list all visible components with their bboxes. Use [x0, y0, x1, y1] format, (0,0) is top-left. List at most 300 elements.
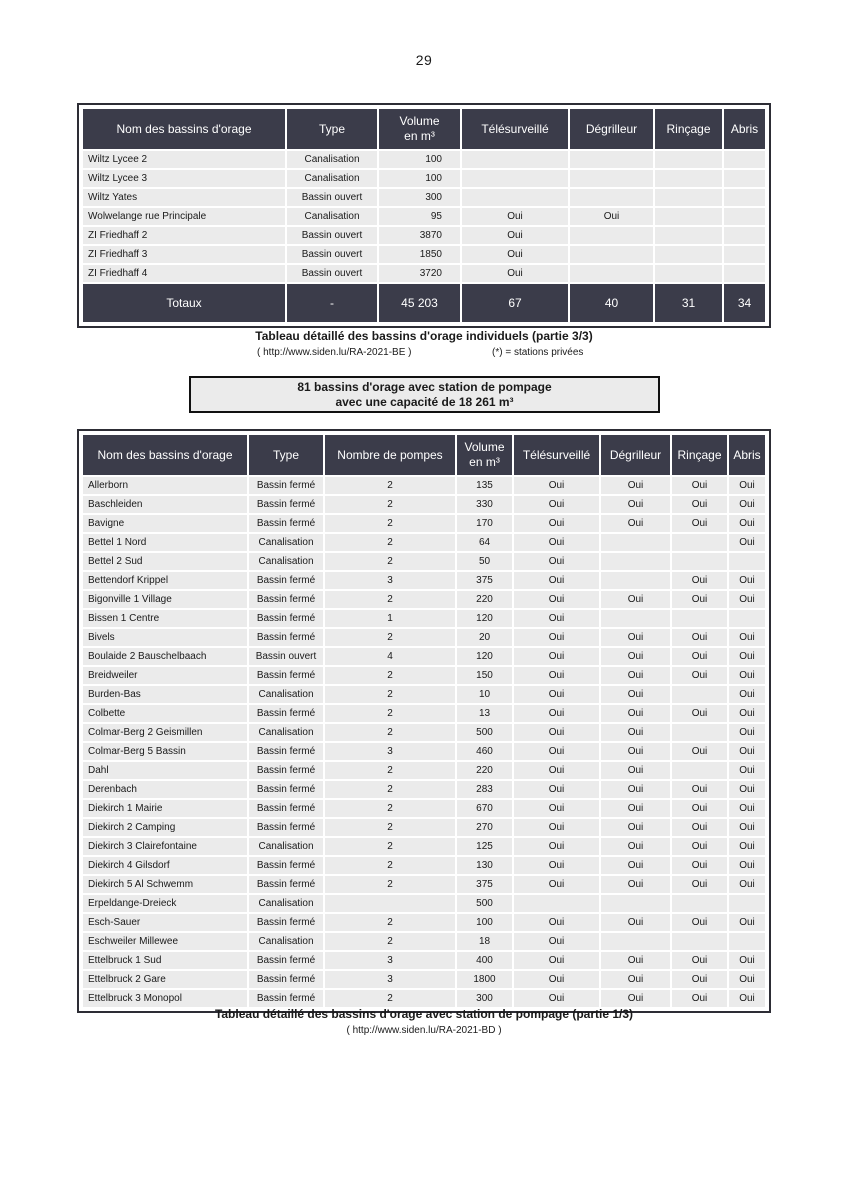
table-cell: Oui — [514, 838, 599, 855]
table-cell: Oui — [514, 800, 599, 817]
table-cell: Oui — [729, 990, 765, 1007]
table-cell: 64 — [457, 534, 512, 551]
table-cell — [570, 170, 653, 187]
table-cell: Bigonville 1 Village — [83, 591, 247, 608]
table-cell: 2 — [325, 876, 455, 893]
table-row — [83, 895, 765, 912]
table-cell: Oui — [672, 667, 727, 684]
column-header-telesurveille: Télésurveillé — [514, 435, 599, 475]
table-cell: Oui — [729, 515, 765, 532]
table-cell: 20 — [457, 629, 512, 646]
table-cell: Oui — [570, 208, 653, 225]
totals-type: - — [287, 284, 377, 322]
table-cell: Boulaide 2 Bauschelbaach — [83, 648, 247, 665]
table-cell: Diekirch 1 Mairie — [83, 800, 247, 817]
table-cell: 150 — [457, 667, 512, 684]
table-cell — [729, 933, 765, 950]
table-cell: Bassin fermé — [249, 496, 323, 513]
table-cell — [672, 724, 727, 741]
table-cell: Oui — [729, 857, 765, 874]
table-cell: Bassin ouvert — [287, 227, 377, 244]
table-cell — [729, 895, 765, 912]
table-cell: 13 — [457, 705, 512, 722]
table-cell — [601, 610, 670, 627]
table-cell: Oui — [729, 648, 765, 665]
table-row — [83, 553, 765, 570]
table-cell: 2 — [325, 591, 455, 608]
table-row — [83, 857, 765, 874]
table-cell: 2 — [325, 857, 455, 874]
table-cell: Bassin fermé — [249, 800, 323, 817]
table-cell: Oui — [601, 819, 670, 836]
table-row — [83, 990, 765, 1007]
table-cell: Eschweiler Millewee — [83, 933, 247, 950]
table-cell: Oui — [601, 648, 670, 665]
table-cell: Bassin fermé — [249, 971, 323, 988]
table-cell: Oui — [672, 971, 727, 988]
table-cell: Bassin ouvert — [287, 265, 377, 282]
table-pumping-basins-body — [83, 477, 765, 1007]
summary-line-1: 81 bassins d'orage avec station de pompage — [297, 380, 552, 394]
table-cell: Oui — [672, 591, 727, 608]
table-cell: 2 — [325, 724, 455, 741]
table-cell: Burden-Bas — [83, 686, 247, 703]
table-cell: 3870 — [379, 227, 460, 244]
table-cell — [655, 246, 722, 263]
table-cell: Diekirch 2 Camping — [83, 819, 247, 836]
table-cell: Oui — [601, 686, 670, 703]
table-cell: Oui — [672, 515, 727, 532]
table-row — [83, 914, 765, 931]
table-cell: 3720 — [379, 265, 460, 282]
table-cell: 1800 — [457, 971, 512, 988]
table-cell: 2 — [325, 629, 455, 646]
table-cell: Bissen 1 Centre — [83, 610, 247, 627]
table-cell: Oui — [514, 572, 599, 589]
table-row — [83, 762, 765, 779]
table-cell: Oui — [601, 800, 670, 817]
column-header-abris: Abris — [729, 435, 765, 475]
table-cell: 3 — [325, 572, 455, 589]
table-cell: Derenbach — [83, 781, 247, 798]
pumping-summary-box — [189, 376, 660, 413]
table1-note: (*) = stations privées — [492, 347, 584, 358]
table-cell — [601, 572, 670, 589]
table-cell: Oui — [672, 819, 727, 836]
table-cell: Oui — [514, 762, 599, 779]
table-cell: 95 — [379, 208, 460, 225]
table-cell: Oui — [729, 819, 765, 836]
summary-line-2: avec une capacité de 18 261 m³ — [335, 395, 514, 409]
table-cell: Oui — [729, 800, 765, 817]
table-cell: Oui — [514, 515, 599, 532]
table-cell: Ettelbruck 1 Sud — [83, 952, 247, 969]
table-cell: Bassin fermé — [249, 629, 323, 646]
table-cell: 220 — [457, 762, 512, 779]
table-cell: Oui — [601, 990, 670, 1007]
table-cell: Oui — [514, 876, 599, 893]
table-cell: Oui — [514, 496, 599, 513]
table-cell — [514, 895, 599, 912]
table-cell: 2 — [325, 686, 455, 703]
table-cell: Oui — [601, 876, 670, 893]
table-cell: Oui — [672, 572, 727, 589]
table-cell — [601, 553, 670, 570]
table-cell: Oui — [601, 971, 670, 988]
table-individual-basins — [77, 103, 771, 328]
table-cell: Oui — [601, 496, 670, 513]
table-row — [83, 189, 765, 206]
table-cell — [729, 553, 765, 570]
table-cell: Oui — [729, 743, 765, 760]
table-cell: Oui — [601, 705, 670, 722]
table-cell: Oui — [514, 648, 599, 665]
table-cell — [570, 246, 653, 263]
table-cell — [570, 151, 653, 168]
table-cell: Oui — [729, 705, 765, 722]
table-cell — [729, 610, 765, 627]
table-cell: Bassin fermé — [249, 705, 323, 722]
table-cell: 2 — [325, 515, 455, 532]
table-cell: 3 — [325, 743, 455, 760]
table-cell — [672, 933, 727, 950]
table-cell: 3 — [325, 952, 455, 969]
table-cell: 1850 — [379, 246, 460, 263]
table-cell: Bassin fermé — [249, 952, 323, 969]
table-cell: Oui — [462, 208, 568, 225]
table-row — [83, 534, 765, 551]
table-row — [83, 971, 765, 988]
table-cell: Oui — [514, 553, 599, 570]
table1-source: ( http://www.siden.lu/RA-2021-BE ) — [257, 347, 412, 358]
table-cell — [462, 189, 568, 206]
table-cell: Oui — [672, 952, 727, 969]
table-row — [83, 151, 765, 168]
table-cell: 100 — [379, 170, 460, 187]
table-cell: Oui — [729, 572, 765, 589]
table-cell — [672, 553, 727, 570]
table-cell: Colmar-Berg 5 Bassin — [83, 743, 247, 760]
table-cell: 283 — [457, 781, 512, 798]
table-cell — [462, 151, 568, 168]
table-cell — [570, 227, 653, 244]
table-cell: Bassin ouvert — [287, 246, 377, 263]
column-header-type: Type — [249, 435, 323, 475]
table-cell: Oui — [601, 838, 670, 855]
table-cell: Bivels — [83, 629, 247, 646]
table-cell: 500 — [457, 895, 512, 912]
column-header-degrilleur: Dégrilleur — [601, 435, 670, 475]
table-row — [83, 933, 765, 950]
column-header-type: Type — [287, 109, 377, 149]
table-cell: 300 — [379, 189, 460, 206]
table-cell: Oui — [672, 857, 727, 874]
table-cell: Oui — [601, 952, 670, 969]
table-cell: Oui — [514, 914, 599, 931]
table-cell: ZI Friedhaff 4 — [83, 265, 285, 282]
table-cell: Ettelbruck 3 Monopol — [83, 990, 247, 1007]
table-cell: Bassin fermé — [249, 819, 323, 836]
table-cell: Oui — [729, 591, 765, 608]
table-cell: 135 — [457, 477, 512, 494]
table-pumping-basins-grid — [81, 433, 767, 1009]
table-row — [83, 496, 765, 513]
table-cell: Bassin fermé — [249, 591, 323, 608]
table-row — [83, 743, 765, 760]
table-row — [83, 208, 765, 225]
table-cell: Oui — [514, 933, 599, 950]
table-cell: Oui — [672, 477, 727, 494]
column-header-degrilleur: Dégrilleur — [570, 109, 653, 149]
table-cell: Bassin ouvert — [249, 648, 323, 665]
table-cell: 50 — [457, 553, 512, 570]
table-cell: 2 — [325, 838, 455, 855]
table-cell — [724, 170, 765, 187]
table-cell: Oui — [601, 667, 670, 684]
table-cell: 2 — [325, 914, 455, 931]
table-cell: Oui — [729, 686, 765, 703]
table-cell: Oui — [672, 629, 727, 646]
table-cell: Bassin fermé — [249, 762, 323, 779]
table-cell: Canalisation — [249, 686, 323, 703]
table-cell: Colbette — [83, 705, 247, 722]
table-cell: Bassin fermé — [249, 743, 323, 760]
table-cell: 120 — [457, 648, 512, 665]
table-cell: Oui — [729, 914, 765, 931]
table-cell — [724, 208, 765, 225]
table-cell: Oui — [729, 629, 765, 646]
table-cell — [724, 265, 765, 282]
totals-rincage: 31 — [655, 284, 722, 322]
table-cell: 220 — [457, 591, 512, 608]
table-cell: Oui — [729, 762, 765, 779]
table-cell — [672, 686, 727, 703]
totals-label: Totaux — [83, 284, 285, 322]
table-cell — [570, 265, 653, 282]
table-cell: 2 — [325, 667, 455, 684]
table-row — [83, 667, 765, 684]
table-cell — [672, 610, 727, 627]
table-cell: 460 — [457, 743, 512, 760]
table-cell: Oui — [729, 496, 765, 513]
table-row — [83, 724, 765, 741]
table-cell: Oui — [672, 914, 727, 931]
table-row — [83, 610, 765, 627]
totals-volume: 45 203 — [379, 284, 460, 322]
table-cell: Oui — [672, 876, 727, 893]
table-cell: Bavigne — [83, 515, 247, 532]
table-cell: 375 — [457, 876, 512, 893]
column-header-telesurveille: Télésurveillé — [462, 109, 568, 149]
table-cell: 125 — [457, 838, 512, 855]
table-cell: Canalisation — [249, 838, 323, 855]
column-header-rincage: Rinçage — [655, 109, 722, 149]
table-cell: Oui — [601, 515, 670, 532]
table-cell: 2 — [325, 800, 455, 817]
table-row — [83, 800, 765, 817]
table-cell — [655, 151, 722, 168]
table-cell: Oui — [672, 990, 727, 1007]
table-cell: Oui — [514, 743, 599, 760]
table-cell: Oui — [514, 705, 599, 722]
table-cell: Bassin fermé — [249, 667, 323, 684]
table-cell: Oui — [601, 762, 670, 779]
table-cell: Oui — [729, 971, 765, 988]
page-number: 29 — [415, 52, 433, 68]
table-cell — [462, 170, 568, 187]
table-cell: Oui — [729, 876, 765, 893]
table-cell: Oui — [672, 838, 727, 855]
table-cell: Canalisation — [287, 208, 377, 225]
table-row — [83, 170, 765, 187]
table-cell: Ettelbruck 2 Gare — [83, 971, 247, 988]
table-row — [83, 819, 765, 836]
table-row — [83, 477, 765, 494]
table-cell: 18 — [457, 933, 512, 950]
table2-caption: Tableau détaillé des bassins d'orage avec station de pompage (partie 1/3) — [214, 1007, 634, 1021]
column-header-volume: Volume en m³ — [379, 109, 460, 149]
table-row — [83, 838, 765, 855]
table-row — [83, 648, 765, 665]
table-cell: ZI Friedhaff 2 — [83, 227, 285, 244]
table-row — [83, 686, 765, 703]
table-cell — [601, 895, 670, 912]
table-cell: Oui — [462, 227, 568, 244]
table-cell: Canalisation — [249, 724, 323, 741]
table-row — [83, 265, 765, 282]
table-cell: 170 — [457, 515, 512, 532]
table-cell: Oui — [672, 781, 727, 798]
table-cell — [601, 933, 670, 950]
column-header-volume: Volume en m³ — [457, 435, 512, 475]
table-cell: Wiltz Lycee 2 — [83, 151, 285, 168]
table-cell: 2 — [325, 819, 455, 836]
table-row — [83, 629, 765, 646]
table-cell: 120 — [457, 610, 512, 627]
table-cell: Bassin fermé — [249, 610, 323, 627]
table-cell — [724, 246, 765, 263]
table-cell: Oui — [601, 591, 670, 608]
table-cell: Canalisation — [249, 553, 323, 570]
table-cell: Oui — [514, 971, 599, 988]
table-cell: Oui — [729, 667, 765, 684]
table-cell: 300 — [457, 990, 512, 1007]
table-individual-basins-body — [83, 151, 765, 282]
table-cell: 2 — [325, 534, 455, 551]
table-row — [83, 227, 765, 244]
table-cell: Bassin fermé — [249, 857, 323, 874]
table-cell: Oui — [672, 800, 727, 817]
table-cell: Oui — [601, 781, 670, 798]
table-row — [83, 515, 765, 532]
table-cell: 375 — [457, 572, 512, 589]
table-cell: 2 — [325, 933, 455, 950]
table-cell — [655, 208, 722, 225]
table-cell: Diekirch 4 Gilsdorf — [83, 857, 247, 874]
table-cell: Canalisation — [249, 895, 323, 912]
table-cell: Oui — [672, 496, 727, 513]
totals-telesurveille: 67 — [462, 284, 568, 322]
column-header-rincage: Rinçage — [672, 435, 727, 475]
table-cell: Diekirch 3 Clairefontaine — [83, 838, 247, 855]
table-row — [83, 572, 765, 589]
table-cell: 2 — [325, 496, 455, 513]
column-header-name: Nom des bassins d'orage — [83, 109, 285, 149]
table-cell: Bassin fermé — [249, 990, 323, 1007]
table-cell: Oui — [729, 724, 765, 741]
table-cell: Oui — [514, 990, 599, 1007]
table-cell: Colmar-Berg 2 Geismillen — [83, 724, 247, 741]
table-cell: Oui — [729, 534, 765, 551]
table-cell: 2 — [325, 990, 455, 1007]
totals-row — [83, 284, 765, 322]
table-cell: Oui — [672, 648, 727, 665]
table-cell: Bettel 2 Sud — [83, 553, 247, 570]
table-cell: Oui — [601, 743, 670, 760]
table-cell — [655, 265, 722, 282]
table-cell: Oui — [514, 724, 599, 741]
table-cell: Oui — [514, 629, 599, 646]
table-cell: 2 — [325, 553, 455, 570]
table-cell — [570, 189, 653, 206]
table-cell: 130 — [457, 857, 512, 874]
table-cell: Bassin fermé — [249, 515, 323, 532]
table-row — [83, 876, 765, 893]
table-cell: Bassin fermé — [249, 572, 323, 589]
table-cell: Wolwelange rue Principale — [83, 208, 285, 225]
table-cell: Oui — [462, 265, 568, 282]
table-cell — [672, 762, 727, 779]
table-cell: Wiltz Yates — [83, 189, 285, 206]
table-cell: Oui — [514, 952, 599, 969]
table-cell — [672, 895, 727, 912]
table-cell: Bassin fermé — [249, 914, 323, 931]
table-cell: Allerborn — [83, 477, 247, 494]
table-cell: Oui — [601, 857, 670, 874]
table-cell: 1 — [325, 610, 455, 627]
table-cell: Oui — [462, 246, 568, 263]
table-cell: Canalisation — [249, 534, 323, 551]
table-cell: Oui — [729, 781, 765, 798]
table-cell: 3 — [325, 971, 455, 988]
table-cell: Canalisation — [287, 170, 377, 187]
table-cell: ZI Friedhaff 3 — [83, 246, 285, 263]
table-cell: Oui — [514, 591, 599, 608]
table-cell: Oui — [514, 477, 599, 494]
table-cell: 2 — [325, 477, 455, 494]
table-cell: Oui — [514, 781, 599, 798]
totals-degrilleur: 40 — [570, 284, 653, 322]
table-cell — [724, 151, 765, 168]
table-cell: Oui — [729, 952, 765, 969]
table-cell: 2 — [325, 781, 455, 798]
table-row — [83, 591, 765, 608]
table2-source: ( http://www.siden.lu/RA-2021-BD ) — [346, 1025, 502, 1036]
table-cell: Oui — [514, 686, 599, 703]
table-cell: Oui — [514, 610, 599, 627]
table-cell — [325, 895, 455, 912]
table-cell: Oui — [672, 705, 727, 722]
table-cell: 330 — [457, 496, 512, 513]
table-row — [83, 952, 765, 969]
table-cell: Oui — [601, 914, 670, 931]
table-cell: 10 — [457, 686, 512, 703]
column-header-pump-count: Nombre de pompes — [325, 435, 455, 475]
table-cell: 670 — [457, 800, 512, 817]
table-cell — [655, 227, 722, 244]
totals-abris: 34 — [724, 284, 765, 322]
table-cell: Bettel 1 Nord — [83, 534, 247, 551]
